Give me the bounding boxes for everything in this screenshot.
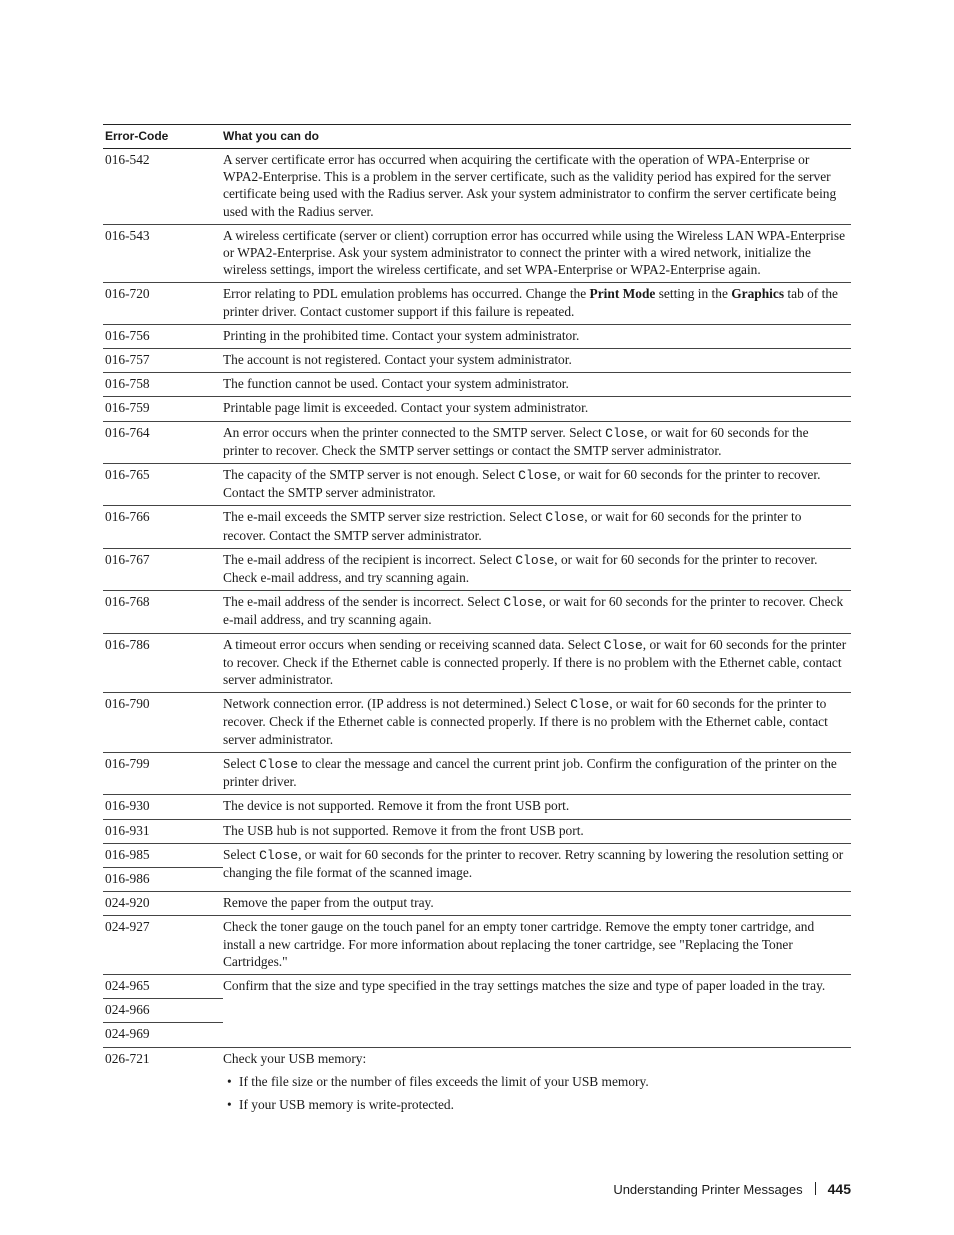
error-code-cell: 026-721 [105, 1050, 150, 1066]
error-code-table [103, 124, 851, 1123]
error-code-cell: 016-542 [103, 149, 223, 225]
table-row [103, 752, 851, 794]
error-code-cell: 016-931 [103, 819, 223, 843]
action-cell: Printable page limit is exceeded. Contact your system administrator. [223, 397, 851, 421]
bullet-icon: • [227, 1073, 232, 1089]
table-header-row [103, 125, 851, 149]
table-row [103, 843, 851, 867]
error-code-cell: 016-766 [103, 506, 223, 548]
table-row [103, 224, 851, 283]
footer-section-title: Understanding Printer Messages [613, 1182, 803, 1197]
table-row [103, 324, 851, 348]
action-text: The capacity of the SMTP server is not enough. Select [223, 467, 519, 483]
close-button-term: Close [570, 697, 610, 713]
action-text: The e-mail address of the recipient is incorrect. Select [223, 551, 516, 567]
table-row [103, 633, 851, 693]
bullet-icon: • [227, 1096, 232, 1112]
close-button-term: Close [503, 595, 543, 611]
error-code-cell: 016-759 [103, 397, 223, 421]
table-row [103, 421, 851, 463]
error-code-cell: 024-927 [103, 916, 223, 975]
error-code-cell: 016-768 [103, 591, 223, 633]
close-button-term: Close [518, 468, 558, 484]
action-cell: Confirm that the size and type specified in the tray settings matches the size and type of paper loaded in the tray. [223, 974, 851, 1047]
action-cell: The account is not registered. Contact your system administrator. [223, 349, 851, 373]
error-code-cell: 016-757 [103, 349, 223, 373]
table-row [103, 591, 851, 633]
action-text: The e-mail address of the sender is incorrect. Select [223, 594, 504, 610]
error-code-cell: 016-767 [103, 548, 223, 590]
error-code-cell: 024-965 [103, 974, 223, 998]
table-row [103, 916, 851, 975]
error-code-cell: 016-986 [103, 867, 223, 891]
error-code-cell: 016-765 [103, 464, 223, 506]
action-text: Select [223, 755, 260, 771]
action-cell [223, 693, 851, 753]
close-button-term: Close [545, 510, 585, 526]
action-cell: A server certificate error has occurred when acquiring the certificate with the operation of WPA-Enterprise or WPA2-Enterprise. This is a problem in the server certificate, such as the validity period has expired for the server certificate being used with the Radius server. Ask your system administrator to confirm the server certificate being used with the Radius server. [223, 149, 851, 225]
action-cell: The USB hub is not supported. Remove it from the front USB port. [223, 819, 851, 843]
action-text: , or wait for 60 seconds for the printer to recover. Check e-mail address, and try scanning again. [223, 594, 844, 628]
action-text: , or wait for 60 seconds for the printer to recover. Contact the SMTP server administrator. [223, 509, 802, 543]
action-cell [223, 633, 851, 693]
action-text: Network connection error. (IP address is not determined.) Select [223, 696, 571, 712]
bullet-list [223, 1073, 847, 1113]
close-button-term: Close [515, 552, 555, 568]
close-button-term: Close [259, 756, 299, 772]
action-cell [223, 752, 851, 794]
table-row [103, 283, 851, 324]
bullet-text: If the file size or the number of files exceeds the limit of your USB memory. [239, 1073, 649, 1089]
action-cell: The function cannot be used. Contact your system administrator. [223, 373, 851, 397]
close-button-term: Close [605, 425, 645, 441]
action-cell: Printing in the prohibited time. Contact your system administrator. [223, 324, 851, 348]
action-cell [223, 591, 851, 633]
error-code-cell: 024-920 [103, 892, 223, 916]
close-button-term: Close [259, 847, 299, 863]
table-row [103, 349, 851, 373]
action-cell: The device is not supported. Remove it from the front USB port. [223, 795, 851, 819]
action-cell [223, 548, 851, 590]
error-code-cell: 024-966 [103, 999, 223, 1023]
action-text: , or wait for 60 seconds for the printer to recover. Retry scanning by lowering the resolution setting or changing the file format of the scanned image. [223, 846, 844, 880]
error-code-cell: 016-764 [103, 421, 223, 463]
action-cell [223, 506, 851, 548]
action-text: , or wait for 60 seconds for the printer to recover. Check if the Ethernet cable is connected properly. If there is no problem with the Ethernet cable, contact server administrator. [223, 636, 847, 688]
action-cell [223, 1047, 851, 1123]
action-cell: Check the toner gauge on the touch panel for an empty toner cartridge. Remove the empty toner cartridge, and install a new cartridge. For more information about replacing the toner cartridge, see "Replacing the Toner Cartridges." [223, 916, 851, 975]
action-text: A timeout error occurs when sending or receiving scanned data. Select [223, 636, 604, 652]
error-code-cell: 016-758 [103, 373, 223, 397]
error-code-cell: 016-985 [103, 843, 223, 867]
page-footer [613, 1180, 851, 1199]
action-text: , or wait for 60 seconds for the printer to recover. Check if the Ethernet cable is connected properly. If there is no problem with the Ethernet cable, contact server administrator. [223, 696, 828, 747]
header-error-code: Error-Code [103, 125, 223, 149]
action-text: An error occurs when the printer connected to the SMTP server. Select [223, 424, 606, 440]
table-row [103, 464, 851, 506]
action-text: Error relating to PDL emulation problems has occurred. Change the [223, 286, 590, 302]
table-row [103, 149, 851, 225]
bullet-item [223, 1073, 847, 1090]
error-code-cell: 016-786 [103, 633, 223, 693]
action-cell [223, 421, 851, 463]
action-cell [223, 464, 851, 506]
action-text: , or wait for 60 seconds for the printer to recover. Check e-mail address, and try scanning again. [223, 551, 818, 586]
error-code-cell: 016-720 [103, 283, 223, 324]
action-text: , or wait for 60 seconds for the printer to recover. Contact the SMTP server administrator. [223, 467, 821, 501]
error-code-cell: 016-799 [103, 752, 223, 794]
action-cell [223, 843, 851, 891]
table-row [103, 892, 851, 916]
bullet-text: If your USB memory is write-protected. [239, 1096, 454, 1112]
page-number: 445 [827, 1181, 851, 1197]
action-text: tab of the printer driver. Contact customer support if this failure is repeated. [223, 286, 838, 319]
table-row [103, 693, 851, 753]
error-code-cell: 024-969 [103, 1023, 223, 1047]
table-row [103, 397, 851, 421]
action-cell: A wireless certificate (server or client) corruption error has occurred while using the Wireless LAN WPA-Enterprise or WPA2-Enterprise. Ask your system administrator to connect the printer with a wired network, initialize the wireless settings, import the wireless certificate, and set WPA-Enterprise or WPA2-Enterprise again. [223, 224, 851, 283]
table-row [103, 373, 851, 397]
bullet-item [223, 1096, 847, 1113]
table-row [103, 974, 851, 998]
action-text: , or wait for 60 seconds for the printer to recover. Check the SMTP server settings or contact the SMTP server administrator. [223, 424, 809, 458]
table-row [103, 548, 851, 590]
table-row [103, 1047, 851, 1123]
action-text: The e-mail exceeds the SMTP server size restriction. Select [223, 509, 546, 525]
action-cell [223, 283, 851, 324]
action-cell: Remove the paper from the output tray. [223, 892, 851, 916]
graphics-tab-term: Graphics [731, 286, 785, 302]
table-row [103, 506, 851, 548]
error-code-cell: 016-930 [103, 795, 223, 819]
table-row [103, 819, 851, 843]
action-text: Select [223, 846, 260, 862]
print-mode-term: Print Mode [589, 286, 656, 302]
action-text: setting in the [655, 286, 732, 302]
error-code-cell: 016-790 [103, 693, 223, 753]
footer-divider [815, 1182, 816, 1195]
action-text: Check your USB memory: [223, 1050, 367, 1066]
table-row [103, 795, 851, 819]
action-text: to clear the message and cancel the current print job. Confirm the configuration of the printer on the printer driver. [223, 755, 837, 790]
header-what-you-can-do: What you can do [223, 125, 851, 149]
error-code-cell: 016-756 [103, 324, 223, 348]
close-button-term: Close [603, 637, 643, 653]
error-code-cell: 016-543 [103, 224, 223, 283]
